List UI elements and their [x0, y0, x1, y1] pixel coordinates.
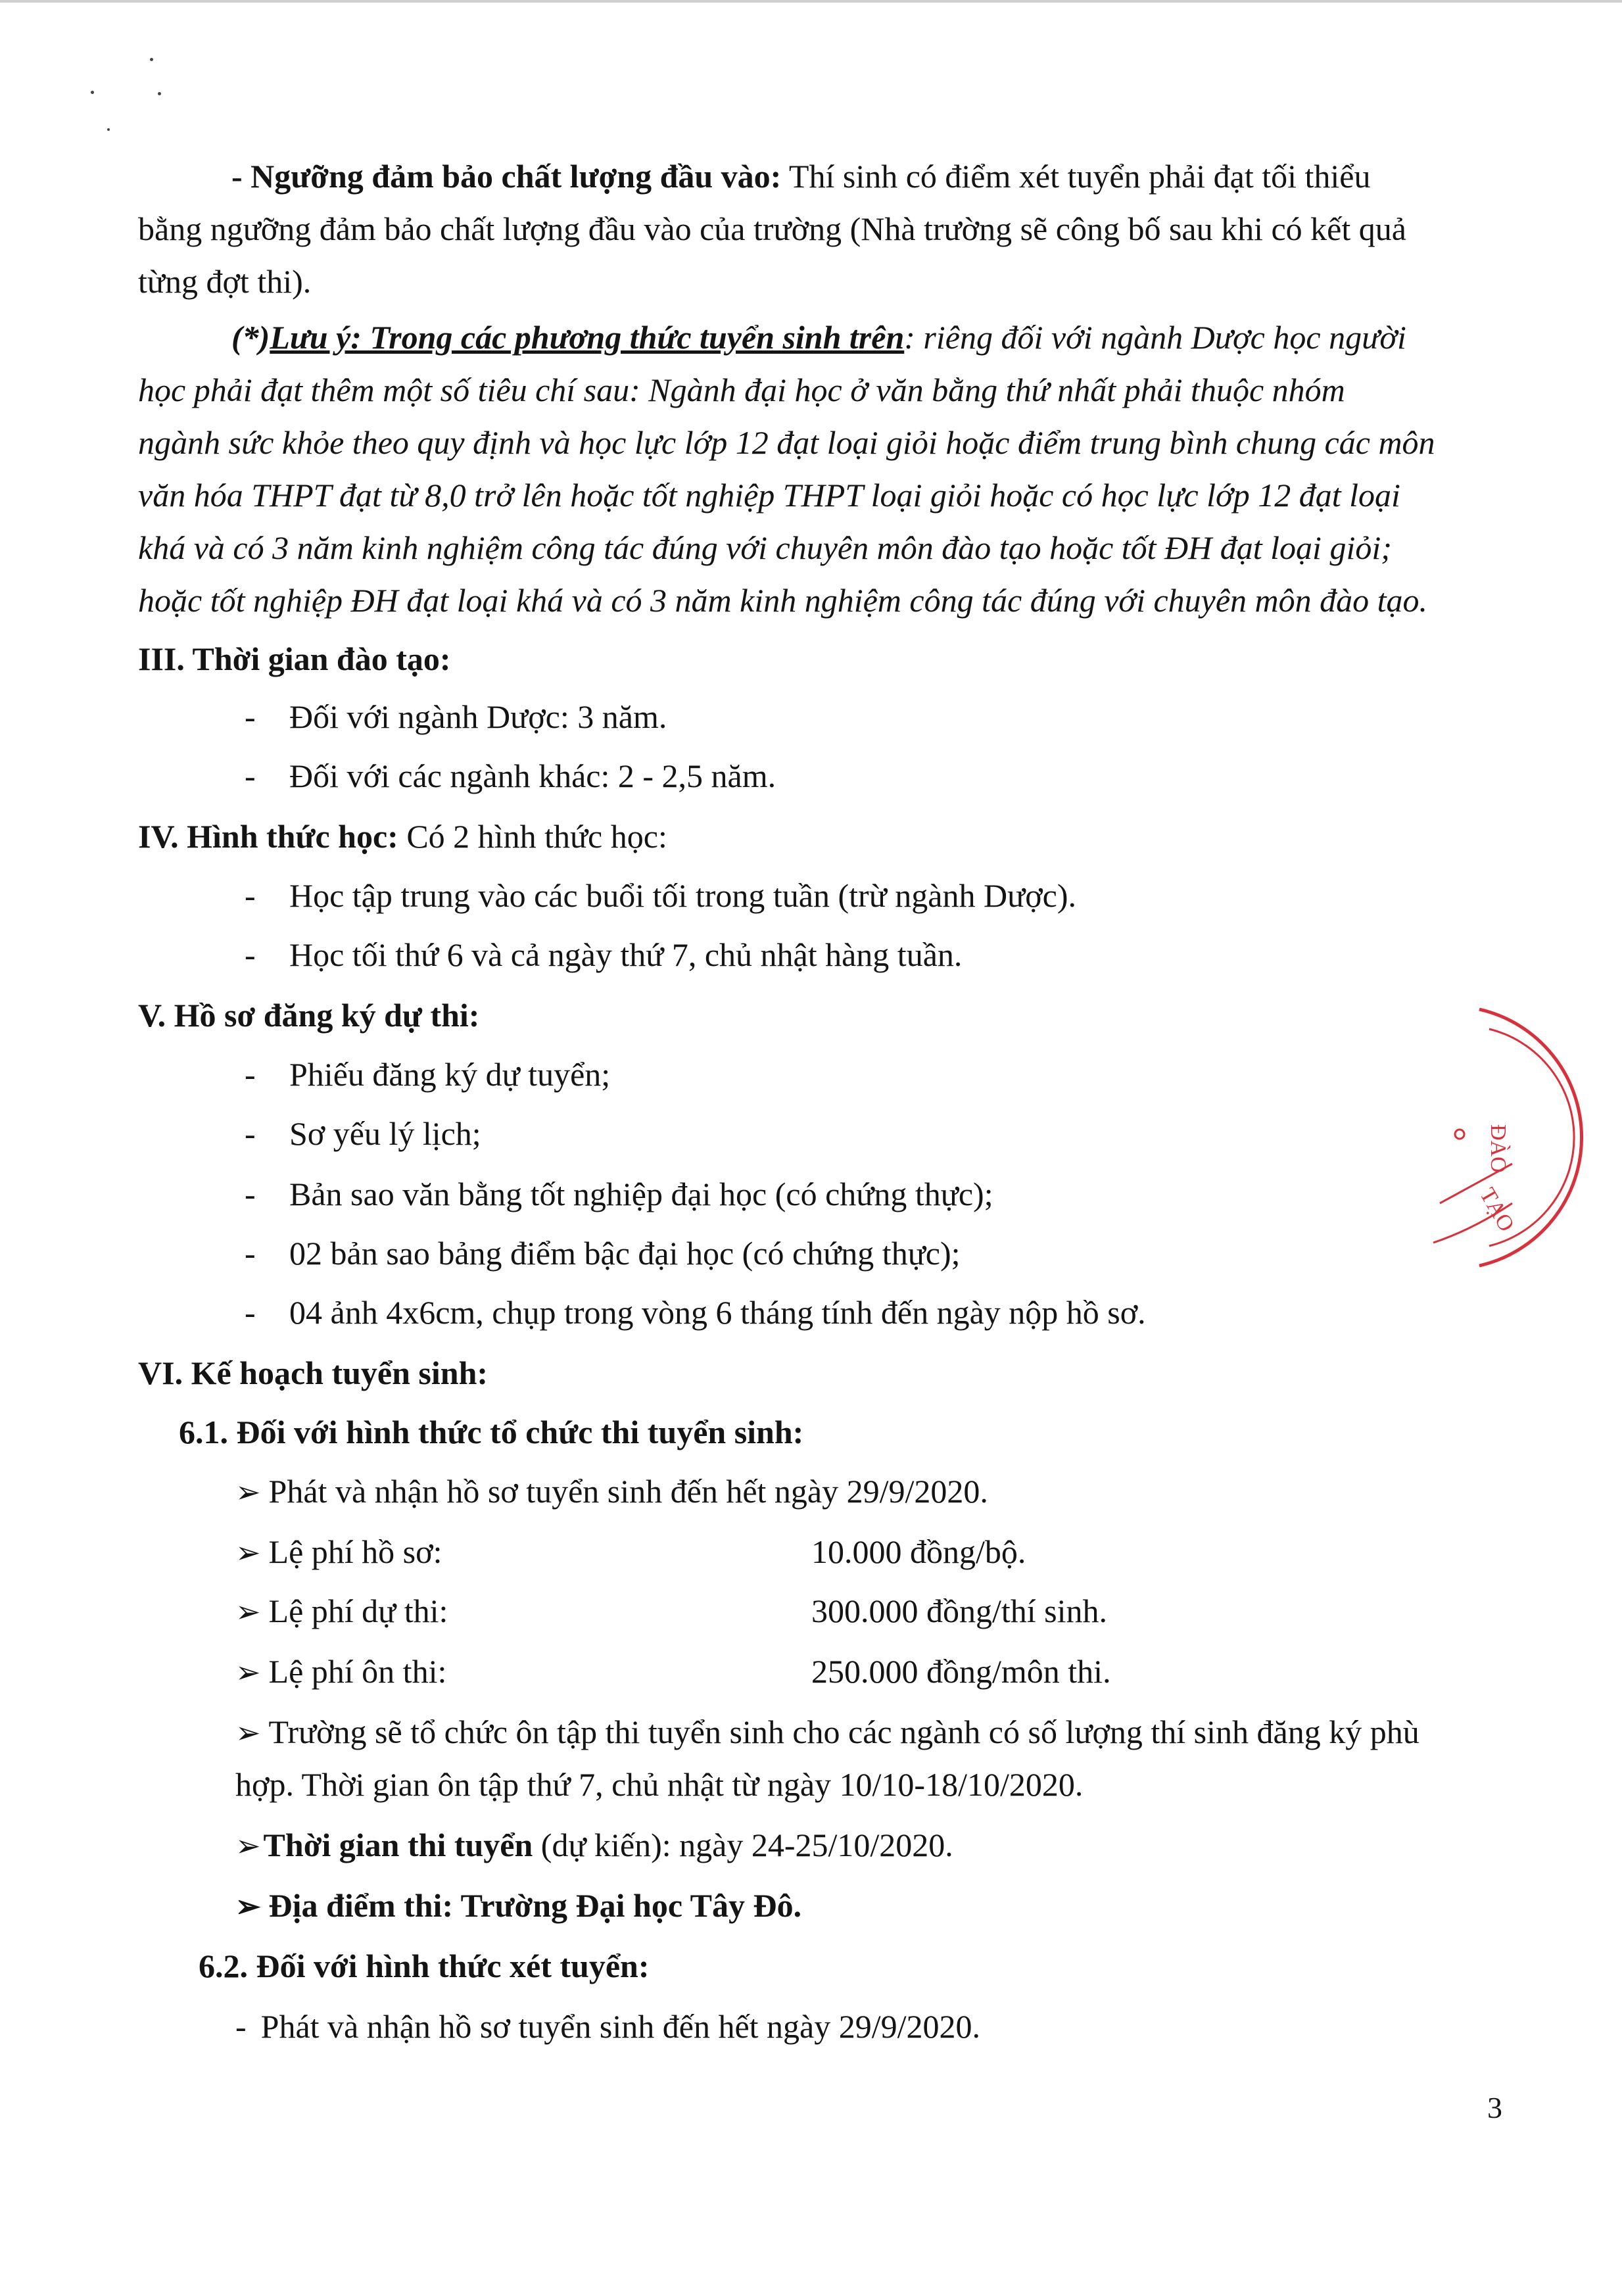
arrow-bullet-icon: ➢	[235, 1716, 261, 1750]
section-3-heading: III. Thời gian đào tạo:	[138, 640, 451, 677]
arrow-bullet-icon: ➢	[235, 1595, 261, 1629]
intro-label: - Ngưỡng đảm bảo chất lượng đầu vào:	[231, 158, 782, 195]
list-bullet: -	[235, 2008, 247, 2045]
fee-value: 10.000 đồng/bộ.	[811, 1533, 1026, 1570]
list-bullet: -	[245, 1176, 256, 1212]
review-line-2: hợp. Thời gian ôn tập thứ 7, chủ nhật từ ngày 10/10-18/10/2020.	[235, 1766, 1084, 1803]
fee-row-1	[235, 1532, 442, 1573]
intro-line-3: từng đợt thi).	[138, 263, 312, 300]
section-4-title-rest: Có 2 hình thức học:	[398, 818, 667, 855]
section-5-heading: V. Hồ sơ đăng ký dự thi:	[138, 997, 480, 1034]
scan-edge-line	[0, 0, 1622, 3]
fee-value: 300.000 đồng/thí sinh.	[811, 1592, 1108, 1629]
list-bullet: -	[245, 1115, 256, 1152]
arrow-bullet-icon: ➢	[235, 1656, 261, 1689]
section-4-heading	[138, 817, 667, 856]
note-line-4: văn hóa THPT đạt từ 8,0 trở lên hoặc tốt nghiệp THPT loại giỏi hoặc có học lực lớp 12 đạt loại	[138, 477, 1400, 514]
fee-label: Lệ phí dự thi:	[268, 1592, 448, 1629]
fee-label: Lệ phí ôn thi:	[268, 1653, 447, 1690]
intro-line-1	[231, 156, 1370, 196]
section-3-item-1: Đối với ngành Dược: 3 năm.	[289, 698, 667, 735]
scan-speck	[150, 58, 153, 61]
arrow-bullet-icon: ➢	[235, 1475, 261, 1509]
svg-text:ĐÀO: ĐÀO	[1486, 1124, 1510, 1173]
scan-speck	[158, 92, 161, 95]
receive-docs-text: Phát và nhận hồ sơ tuyển sinh đến hết ngày 29/9/2020.	[268, 1473, 988, 1510]
list-bullet: -	[245, 877, 256, 914]
section-4-item-1: Học tập trung vào các buổi tối trong tuần (trừ ngành Dược).	[289, 877, 1076, 914]
note-line-3: ngành sức khỏe theo quy định và học lực lớp 12 đạt loại giỏi hoặc điểm trung bình chung các môn	[138, 424, 1435, 461]
review-text-1: Trường sẽ tổ chức ôn tập thi tuyển sinh cho các ngành có số lượng thí sinh đăng ký phù	[268, 1713, 1419, 1750]
fee-row-3	[235, 1652, 446, 1692]
note-line-6: hoặc tốt nghiệp ĐH đạt loại khá và có 3 năm kinh nghiệm công tác đúng với chuyên môn đào tạo.	[138, 582, 1428, 619]
note-line-1	[231, 318, 1406, 357]
svg-text:TẠO: TẠO	[1475, 1184, 1519, 1236]
subsection-6-2-heading: 6.2. Đối với hình thức xét tuyển:	[199, 1948, 650, 1984]
exam-place-line	[235, 1886, 801, 1926]
section-5-item-4: 02 bản sao bảng điểm bậc đại học (có chứng thực);	[289, 1235, 961, 1272]
exam-place-text: Địa điểm thi: Trường Đại học Tây Đô.	[268, 1887, 802, 1924]
fee-label: Lệ phí hồ sơ:	[268, 1533, 442, 1570]
arrow-bullet-icon: ➢	[235, 1890, 261, 1923]
list-bullet: -	[245, 757, 256, 794]
xet-tuyen-receive-text: Phát và nhận hồ sơ tuyển sinh đến hết ngày 29/9/2020.	[260, 2008, 981, 2045]
arrow-bullet-icon: ➢	[235, 1829, 261, 1863]
note-line-2: học phải đạt thêm một số tiêu chí sau: Ngành đại học ở văn bằng thứ nhất phải thuộc nhóm	[138, 371, 1345, 408]
note-underlined: Lưu ý: Trong các phương thức tuyển sinh trên	[270, 319, 905, 356]
section-6-heading: VI. Kế hoạch tuyển sinh:	[138, 1354, 489, 1391]
list-bullet: -	[245, 1294, 256, 1331]
section-5-item-3: Bản sao văn bằng tốt nghiệp đại học (có chứng thực);	[289, 1176, 993, 1212]
xet-tuyen-receive-line	[235, 2007, 980, 2046]
intro-line-2: bằng ngưỡng đảm bảo chất lượng đầu vào của trường (Nhà trường sẽ công bố sau khi có kết quả	[138, 210, 1406, 247]
list-bullet: -	[245, 698, 256, 735]
exam-time-label: Thời gian thi tuyển	[263, 1827, 533, 1863]
list-bullet: -	[245, 936, 256, 973]
red-stamp	[1420, 1006, 1622, 1269]
exam-time-text: (dự kiến): ngày 24-25/10/2020.	[533, 1827, 953, 1863]
arrow-bullet-icon: ➢	[235, 1536, 261, 1569]
page-number: 3	[1487, 2091, 1502, 2124]
fee-row-2	[235, 1591, 448, 1632]
scan-speck	[91, 91, 94, 94]
note-line-5: khá và có 3 năm kinh nghiệm công tác đúng với chuyên môn đào tạo hoặc tốt ĐH đạt loại giỏi;	[138, 529, 1392, 566]
exam-time-line	[235, 1825, 953, 1866]
receive-docs-line	[235, 1471, 988, 1512]
section-3-item-2: Đối với các ngành khác: 2 - 2,5 năm.	[289, 757, 776, 794]
section-4-item-2: Học tối thứ 6 và cả ngày thứ 7, chủ nhật hàng tuần.	[289, 936, 963, 973]
scan-speck	[107, 128, 110, 131]
note-prefix: (*)	[231, 319, 270, 356]
review-line-1	[235, 1712, 1419, 1753]
subsection-6-1-heading: 6.1. Đối với hình thức tổ chức thi tuyển sinh:	[179, 1414, 804, 1450]
intro-text: Thí sinh có điểm xét tuyển phải đạt tối thiểu	[781, 158, 1371, 195]
list-bullet: -	[245, 1056, 256, 1093]
note-text: : riêng đối với ngành Dược học người	[904, 319, 1406, 356]
fee-value: 250.000 đồng/môn thi.	[811, 1653, 1111, 1690]
section-4-title: IV. Hình thức học:	[138, 818, 398, 855]
list-bullet: -	[245, 1235, 256, 1272]
section-5-item-2: Sơ yếu lý lịch;	[289, 1115, 481, 1152]
section-5-item-5: 04 ảnh 4x6cm, chụp trong vòng 6 tháng tính đến ngày nộp hồ sơ.	[289, 1294, 1146, 1331]
section-5-item-1: Phiếu đăng ký dự tuyển;	[289, 1056, 611, 1093]
